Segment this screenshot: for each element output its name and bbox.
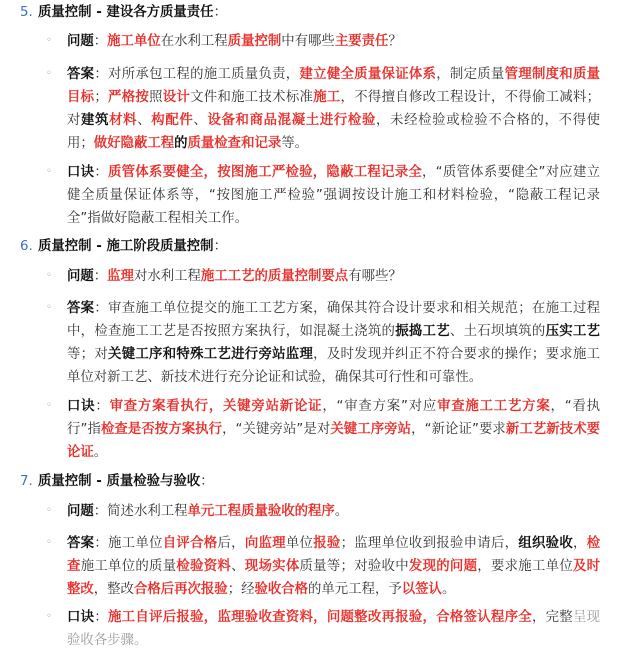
- answer-item: [46, 532, 600, 602]
- question-item: [46, 265, 600, 289]
- section-heading: [20, 237, 227, 257]
- question-text: 问题：施工单位在水利工程质量控制中有哪些主要责任？: [67, 34, 402, 49]
- answer-label: 答案: [67, 536, 95, 551]
- mnemonic-text: 口诀：质管体系要健全，按图施工严检验，隐蔽工程记录全，“质管体系要健全”对应建立健全质量保证体系等，“按图施工严检验”强调按设计施工和材料检验，“隐蔽工程记录全”指做好隐蔽工程相关工作。: [67, 165, 601, 226]
- question-label: 问题: [67, 504, 94, 519]
- section-title-b: 施工阶段质量控制: [106, 239, 214, 254]
- section-heading: [20, 3, 227, 23]
- answer-item: [46, 63, 600, 155]
- mnemonic-label: 口诀: [67, 399, 96, 414]
- bullet-icon: ◦: [46, 270, 52, 281]
- answer-text: 答案：审查施工单位提交的施工工艺方案，确保其符合设计要求和相关规范；在施工过程中，检查施工工艺是否按照方案执行，如混凝土浇筑的振捣工艺、土石坝填筑的压实工艺等；对关键工序和特殊工艺进行旁站监理，及时发现并纠正不符合要求的操作；要求施工单位对新工艺、新技术进行充分论证和试验，确保其可行性和可靠性。: [67, 301, 601, 385]
- title-colon: ：: [213, 5, 227, 20]
- answer-label: 答案: [67, 301, 95, 316]
- title-separator: -: [91, 239, 107, 254]
- section-number: 7.: [20, 474, 33, 489]
- bullet-icon: ◦: [46, 611, 52, 622]
- bullet-icon: ◦: [46, 302, 52, 313]
- section-title-b: 质量检验与验收: [106, 474, 201, 489]
- title-separator: -: [91, 5, 107, 20]
- question-item: [46, 30, 600, 54]
- bullet-icon: ◦: [46, 400, 52, 411]
- mnemonic-text: 口诀：施工自评后报验，监理验收查资料，问题整改再报验，合格签认程序全，完整呈现验收各步骤。: [67, 610, 601, 648]
- question-text: 问题：监理对水利工程施工工艺的质量控制要点有哪些？: [67, 269, 402, 284]
- bullet-icon: ◦: [46, 537, 52, 548]
- bullet-icon: ◦: [46, 35, 52, 46]
- title-separator: -: [91, 474, 107, 489]
- title-colon: ：: [213, 239, 227, 254]
- question-text: 问题：简述水利工程单元工程质量验收的程序。: [67, 504, 349, 519]
- answer-text: 答案：施工单位自评合格后，向监理单位报验；监理单位收到报验申请后，组织验收，检查施工单位的质量检验资料、现场实体质量等；对验收中发现的问题，要求施工单位及时整改，整改合格后再次报验；经验收合格的单元工程，予以签认。: [67, 536, 601, 597]
- question-label: 问题: [67, 34, 94, 49]
- bullet-icon: ◦: [46, 505, 52, 516]
- title-colon: ：: [200, 474, 214, 489]
- mnemonic-item: [46, 606, 600, 654]
- question-label: 问题: [67, 269, 94, 284]
- section-title-a: 质量控制: [38, 5, 92, 20]
- mnemonic-text: 口诀：审查方案看执行，关键旁站新论证，“审查方案”对应审查施工工艺方案，“看执行”指检查是否按方案执行，“关键旁站”是对关键工序旁站，“新论证”要求新工艺新技术要论证。: [67, 399, 601, 460]
- bullet-icon: ◦: [46, 68, 52, 79]
- section-number: 5.: [20, 5, 33, 20]
- section-heading: [20, 472, 214, 492]
- question-item: [46, 500, 600, 524]
- section-number: 6.: [20, 239, 33, 254]
- section-title-b: 建设各方质量责任: [106, 5, 214, 20]
- section-title-a: 质量控制: [38, 239, 92, 254]
- mnemonic-item: [46, 395, 600, 465]
- answer-item: [46, 297, 600, 389]
- bullet-icon: ◦: [46, 166, 52, 177]
- answer-label: 答案: [67, 67, 95, 82]
- section-title-a: 质量控制: [38, 474, 92, 489]
- answer-text: 答案：对所承包工程的施工质量负责，建立健全质量保证体系，制定质量管理制度和质量目标；严格按照设计文件和施工技术标准施工，不得擅自修改工程设计，不得偷工减料；对建筑材料、构配件、设备和商品混凝土进行检验，未经检验或检验不合格的，不得使用；做好隐蔽工程的质量检查和记录等。: [67, 67, 601, 151]
- mnemonic-label: 口诀: [67, 165, 95, 180]
- mnemonic-label: 口诀: [67, 610, 95, 625]
- mnemonic-item: [46, 161, 600, 231]
